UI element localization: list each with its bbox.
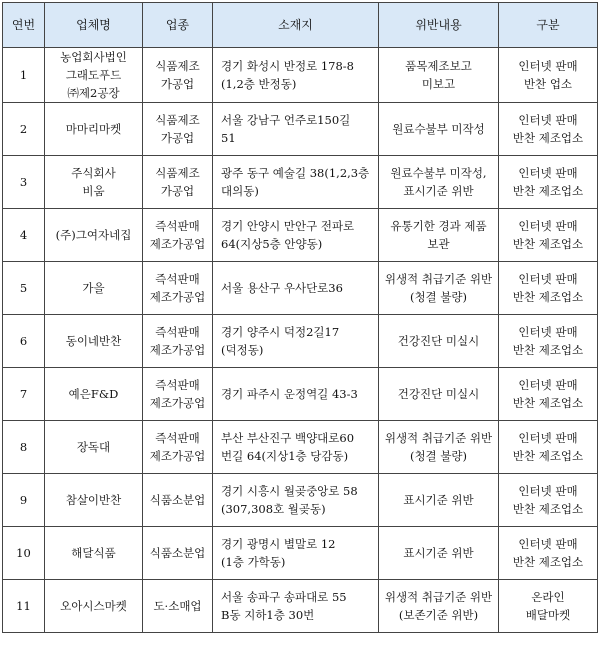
cell-category [499,262,598,315]
cell-violation [379,368,499,421]
cell-category-line: 인터넷 판매 [518,59,578,73]
cell-business-type [143,368,213,421]
table-row [3,262,598,315]
cell-category [499,48,598,103]
cell-company [45,368,143,421]
cell-company-line: ㈜제2공장 [67,86,120,100]
cell-company [45,209,143,262]
cell-address-line: B동 지하1층 30번 [221,608,315,622]
cell-address-line: 대의동) [221,184,259,198]
header-no: 연번 [3,3,45,48]
cell-category-line: 배달마켓 [525,608,571,622]
cell-business-type-line: 즉석판매 [155,378,200,392]
cell-violation-line: (청결 불량) [409,449,468,463]
cell-violation [379,209,499,262]
cell-no: 8 [3,421,45,474]
cell-category-line: 반찬 제조업소 [512,290,584,304]
cell-category [499,156,598,209]
cell-violation [379,580,499,633]
cell-category-line: 인터넷 판매 [518,219,578,233]
cell-address [213,421,379,474]
cell-address-line: 경기 시흥시 월곶중앙로 58 [221,484,358,498]
cell-address [213,315,379,368]
cell-company [45,580,143,633]
cell-business-type-line: 제조가공업 [149,237,206,251]
cell-no: 1 [3,48,45,103]
cell-business-type-line: 즉석판매 [155,219,200,233]
cell-violation-line: 위생적 취급기준 위반 [384,431,493,445]
cell-category-line: 인터넷 판매 [518,537,578,551]
cell-business-type-line: 식품제조 [155,113,200,127]
cell-business-type-line: 가공업 [160,184,195,198]
violation-table [2,2,598,633]
cell-company [45,48,143,103]
table-row [3,368,598,421]
cell-no: 7 [3,368,45,421]
cell-business-type-line: 제조가공업 [149,449,206,463]
cell-company-line: 오아시스마켓 [60,599,127,613]
table-row [3,580,598,633]
cell-business-type [143,580,213,633]
cell-address [213,262,379,315]
cell-address-line: (307,308호 월곶동) [221,502,326,516]
cell-violation [379,156,499,209]
cell-business-type [143,315,213,368]
cell-company-line: 예은F&D [68,387,119,401]
cell-category-line: 반찬 제조업소 [512,449,584,463]
cell-category [499,580,598,633]
cell-company-line: 비움 [82,184,105,198]
cell-violation-line: 품목제조보고 [405,59,472,73]
cell-address [213,156,379,209]
cell-violation-line: 미보고 [421,77,456,91]
cell-category-line: 반찬 제조업소 [512,343,584,357]
cell-category-line: 인터넷 판매 [518,431,578,445]
cell-address-line: (덕정동) [221,343,264,357]
cell-violation-line: 위생적 취급기준 위반 [384,590,493,604]
cell-category-line: 반찬 제조업소 [512,555,584,569]
table-row [3,209,598,262]
cell-address-line: (1층 가학동) [221,555,286,569]
cell-company [45,156,143,209]
cell-address [213,48,379,103]
cell-violation-line: 표시기준 위반 [403,546,474,560]
cell-no: 3 [3,156,45,209]
cell-business-type [143,156,213,209]
cell-category [499,315,598,368]
cell-no: 10 [3,527,45,580]
cell-company [45,315,143,368]
cell-no: 4 [3,209,45,262]
cell-business-type [143,48,213,103]
cell-category-line: 인터넷 판매 [518,272,578,286]
cell-business-type [143,527,213,580]
cell-address [213,103,379,156]
header-business-type: 업종 [143,3,213,48]
header-category: 구분 [499,3,598,48]
cell-violation-line: (보존기준 위반) [398,608,479,622]
cell-company-line: 그래도푸드 [65,68,122,82]
table-row [3,421,598,474]
cell-company [45,103,143,156]
table-row [3,527,598,580]
cell-company [45,421,143,474]
cell-violation-line: 표시기준 위반 [403,184,474,198]
cell-category-line: 반찬 제조업소 [512,237,584,251]
cell-business-type [143,474,213,527]
cell-no: 9 [3,474,45,527]
cell-violation [379,421,499,474]
cell-violation [379,315,499,368]
cell-address-line: (1,2층 반정동) [221,77,297,91]
cell-company [45,527,143,580]
cell-business-type-line: 식품소분업 [149,493,206,507]
cell-business-type-line: 제조가공업 [149,343,206,357]
cell-business-type-line: 가공업 [160,77,195,91]
cell-category [499,209,598,262]
cell-category-line: 반찬 업소 [523,77,573,91]
cell-company-line: 장독대 [76,440,111,454]
cell-category-line: 인터넷 판매 [518,325,578,339]
cell-violation [379,262,499,315]
cell-address-line: 경기 광명시 별말로 12 [221,537,336,551]
cell-address-line: 부산 부산진구 백양대로60 [221,431,355,445]
cell-business-type-line: 식품제조 [155,59,200,73]
table-row [3,474,598,527]
cell-no: 6 [3,315,45,368]
cell-company-line: 마마리마켓 [65,122,122,136]
cell-category-line: 온라인 [531,590,565,604]
cell-violation-line: 원료수불부 미작성 [392,122,485,136]
cell-business-type-line: 도·소매업 [153,599,202,613]
cell-address-line: 51 [221,131,236,145]
cell-no: 2 [3,103,45,156]
cell-violation-line: 건강진단 미실시 [397,387,480,401]
cell-company-line: 주식회사 [71,166,116,180]
table-row [3,315,598,368]
cell-violation [379,527,499,580]
cell-company [45,474,143,527]
cell-company-line: 해달식품 [71,546,116,560]
cell-business-type-line: 즉석판매 [155,431,200,445]
cell-violation-line: 위생적 취급기준 위반 [384,272,493,286]
table-row [3,48,598,103]
cell-category-line: 인터넷 판매 [518,166,578,180]
cell-violation-line: 원료수불부 미작성, [390,166,487,180]
cell-address-line: 경기 화성시 반정로 178-8 [221,59,354,73]
cell-company-line: 동이네반찬 [65,334,122,348]
cell-address-line: 서울 송파구 송파대로 55 [221,590,347,604]
table-row [3,103,598,156]
header-violation: 위반내용 [379,3,499,48]
cell-company-line: 가을 [82,281,105,295]
cell-address [213,474,379,527]
header-address: 소재지 [213,3,379,48]
cell-business-type-line: 가공업 [160,131,195,145]
cell-address-line: 64(지상5층 안양동) [221,237,323,251]
cell-address-line: 서울 용산구 우사단로36 [221,281,343,295]
cell-address-line: 번길 64(지상1층 당감동) [221,449,349,463]
cell-business-type [143,209,213,262]
cell-address [213,209,379,262]
cell-address-line: 광주 동구 예술길 38(1,2,3층 [221,166,370,180]
cell-address-line: 경기 양주시 덕정2길17 [221,325,340,339]
cell-address [213,580,379,633]
cell-category-line: 반찬 제조업소 [512,131,584,145]
cell-category-line: 반찬 제조업소 [512,502,584,516]
cell-address [213,527,379,580]
cell-category-line: 인터넷 판매 [518,484,578,498]
cell-business-type [143,103,213,156]
cell-category [499,103,598,156]
cell-business-type-line: 즉석판매 [155,325,200,339]
cell-no: 11 [3,580,45,633]
cell-violation [379,103,499,156]
cell-violation [379,48,499,103]
table-row [3,156,598,209]
cell-address [213,368,379,421]
cell-company-line: 참살이반찬 [65,493,122,507]
cell-business-type [143,421,213,474]
header-row [3,3,598,48]
cell-company-line: (주)그여자네집 [55,228,132,242]
header-company: 업체명 [45,3,143,48]
cell-violation [379,474,499,527]
cell-business-type-line: 식품제조 [155,166,200,180]
cell-business-type-line: 즉석판매 [155,272,200,286]
cell-category-line: 인터넷 판매 [518,378,578,392]
cell-category [499,527,598,580]
cell-category [499,421,598,474]
cell-company-line: 농업회사법인 [60,50,127,64]
cell-violation-line: 보관 [427,237,450,251]
cell-business-type-line: 제조가공업 [149,290,206,304]
cell-address-line: 경기 파주시 운정역길 43-3 [221,387,358,401]
cell-category-line: 반찬 제조업소 [512,184,584,198]
cell-category [499,368,598,421]
cell-address-line: 서울 강남구 언주로150길 [221,113,351,127]
cell-no: 5 [3,262,45,315]
cell-violation-line: 유통기한 경과 제품 [390,219,487,233]
cell-category [499,474,598,527]
cell-business-type [143,262,213,315]
cell-category-line: 인터넷 판매 [518,113,578,127]
cell-violation-line: 건강진단 미실시 [397,334,480,348]
cell-business-type-line: 식품소분업 [149,546,206,560]
cell-business-type-line: 제조가공업 [149,396,206,410]
cell-violation-line: (청결 불량) [409,290,468,304]
cell-company [45,262,143,315]
cell-violation-line: 표시기준 위반 [403,493,474,507]
cell-address-line: 경기 안양시 만안구 전파로 [221,219,355,233]
cell-category-line: 반찬 제조업소 [512,396,584,410]
